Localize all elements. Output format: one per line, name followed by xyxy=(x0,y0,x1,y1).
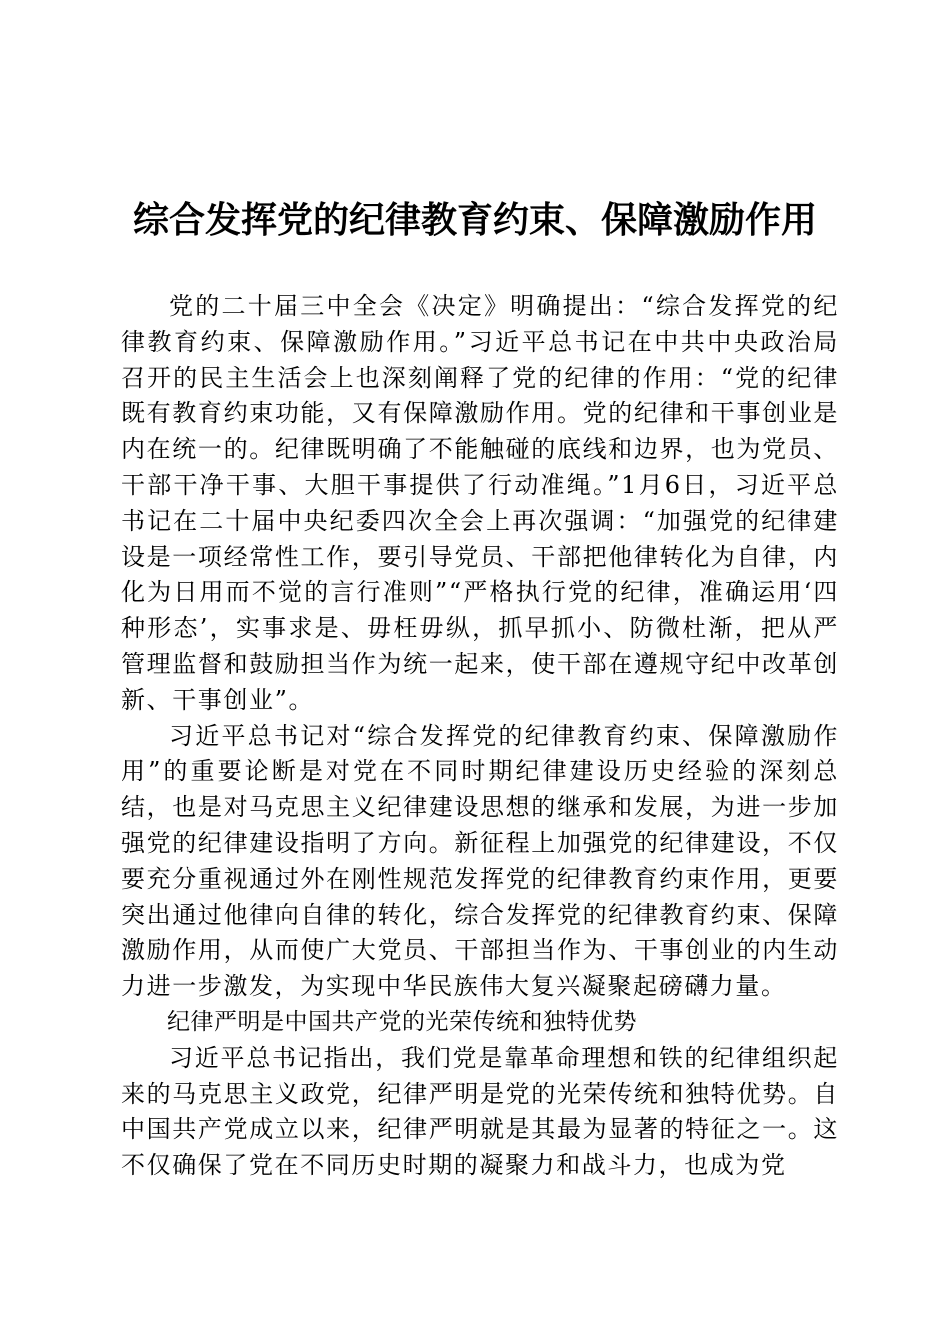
document-title: 综合发挥党的纪律教育约束、保障激励作用 xyxy=(132,199,817,241)
paragraph-1: 党的二十届三中全会《决定》明确提出：“综合发挥党的纪律教育约束、保障激励作用。”习近平总书记在中共中央政治局召开的民主生活会上也深刻阐释了党的纪律的作用：“党的纪律既有教育约束功能，又有保障激励作用。党的纪律和干事创业是内在统一的。纪律既明确了不能触碰的底线和边界，也为党员、干部干净干事、大胆干事提供了行动准绳。”1月6日，习近平总书记在二十届中央纪委四次全会上再次强调：“加强党的纪律建设是一项经常性工作，要引导党员、干部把他律转化为自律，内化为日用而不觉的言行准则”“严格执行党的纪律，准确运用‘四种形态’，实事求是、毋枉毋纵，抓早抓小、防微杜渐，把从严管理监督和鼓励担当作为统一起来，使干部在遵规守纪中改革创新、干事创业”。 xyxy=(121,292,839,714)
document-body xyxy=(121,289,839,1184)
paragraph-3: 习近平总书记指出，我们党是靠革命理想和铁的纪律组织起来的马克思主义政党，纪律严明是党的光荣传统和独特优势。自中国共产党成立以来，纪律严明就是其最为显著的特征之一。这不仅确保了党在不同历史时期的凝聚力和战斗力，也成为党 xyxy=(121,1043,839,1180)
paragraph-2: 习近平总书记对“综合发挥党的纪律教育约束、保障激励作用”的重要论断是对党在不同时期纪律建设历史经验的深刻总结，也是对马克思主义纪律建设思想的继承和发展，为进一步加强党的纪律建设指明了方向。新征程上加强党的纪律建设，不仅要充分重视通过外在刚性规范发挥党的纪律教育约束作用，更要突出通过他律向自律的转化，综合发挥党的纪律教育约束、保障激励作用，从而使广大党员、干部担当作为、干事创业的内生动力进一步激发，为实现中华民族伟大复兴凝聚起磅礴力量。 xyxy=(121,721,839,1001)
section-subheading: 纪律严明是中国共产党的光荣传统和独特优势 xyxy=(167,1008,637,1035)
